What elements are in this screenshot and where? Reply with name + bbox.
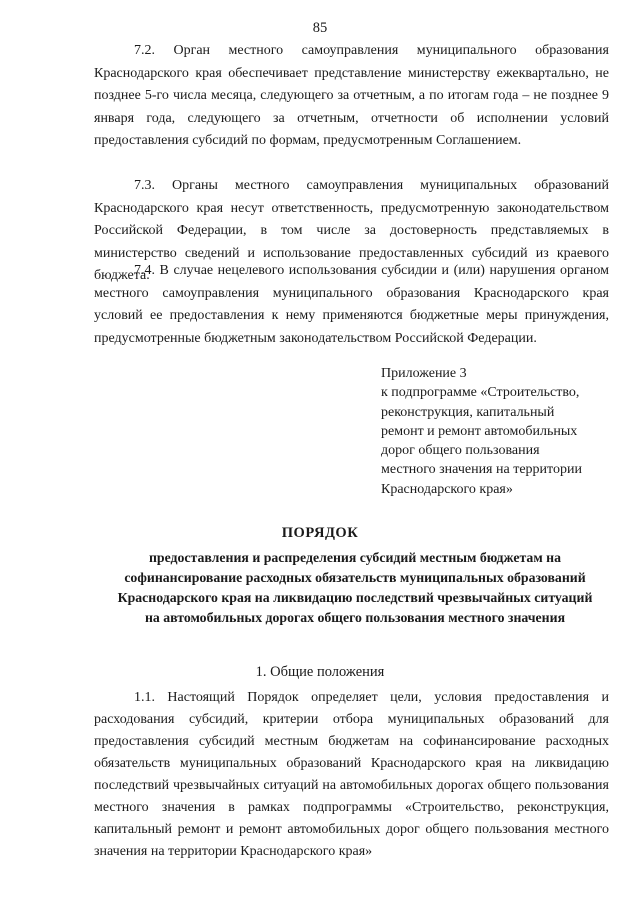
section-heading: 1. Общие положения — [255, 664, 385, 680]
page-number: 85 — [312, 20, 328, 36]
paragraph-7-2: 7.2. Орган местного самоуправления муниципального образования Краснодарского края обеспечивает представление министерству ежеквартально, не позднее 5-го числа месяца, следующего за отчетным, а по итогам года – не позднее 9 января года, следующего за отчетным, отчетности об исполнении условий предоставления субсидий по формам, предусмотренным Соглашением. — [94, 43, 609, 149]
appendix-line: ремонт и ремонт автомобильных — [381, 423, 578, 439]
appendix-line: дорог общего пользования — [381, 443, 540, 459]
appendix-line: Краснодарского края» — [381, 481, 513, 497]
paragraph-7-3: 7.3. Органы местного самоуправления муниципальных образований Краснодарского края несут ответственность, предусмотренную законодательством Российской Федерации, в том числе за достоверность представляемых в министерство сведений и использование предоставленных субсидий из краевого бюджета. — [94, 178, 609, 284]
document-subtitle: предоставления и распределения субсидий местным бюджетам на софинансирование расходных обязательств муниципальных образований Краснодарского края на ликвидацию последствий чрезвычайных ситуаций на автомобильных дорогах общего пользования местного значения — [117, 550, 593, 625]
document-title: ПОРЯДОК — [281, 525, 359, 541]
appendix-line: местного значения на территории — [381, 462, 582, 478]
paragraph-1-1: 1.1. Настоящий Порядок определяет цели, условия предоставления и расходования субсидий, критерии отбора муниципальных образований для предоставления субсидий местным бюджетам на софинансирование расходных обязательств муниципальных образований Краснодарского края на ликвидацию последствий чрезвычайных ситуаций на автомобильных дорогах общего пользования местного значения в рамках подпрограммы «Строительство, реконструкция, капитальный ремонт и ремонт автомобильных дорог общего пользования местного значения на территории Краснодарского края» — [94, 690, 609, 859]
appendix-line: Приложение 3 — [381, 366, 467, 381]
paragraph-7-4: 7.4. В случае нецелевого использования субсидии и (или) нарушения органом местного самоуправления муниципального образования Краснодарского края условий ее предоставления к нему применяются бюджетные меры принуждения, предусмотренные бюджетным законодательством Российской Федерации. — [94, 263, 609, 346]
appendix-line: реконструкция, капитальный — [381, 404, 555, 420]
appendix-line: к подпрограмме «Строительство, — [381, 385, 580, 401]
appendix-note — [381, 364, 611, 499]
